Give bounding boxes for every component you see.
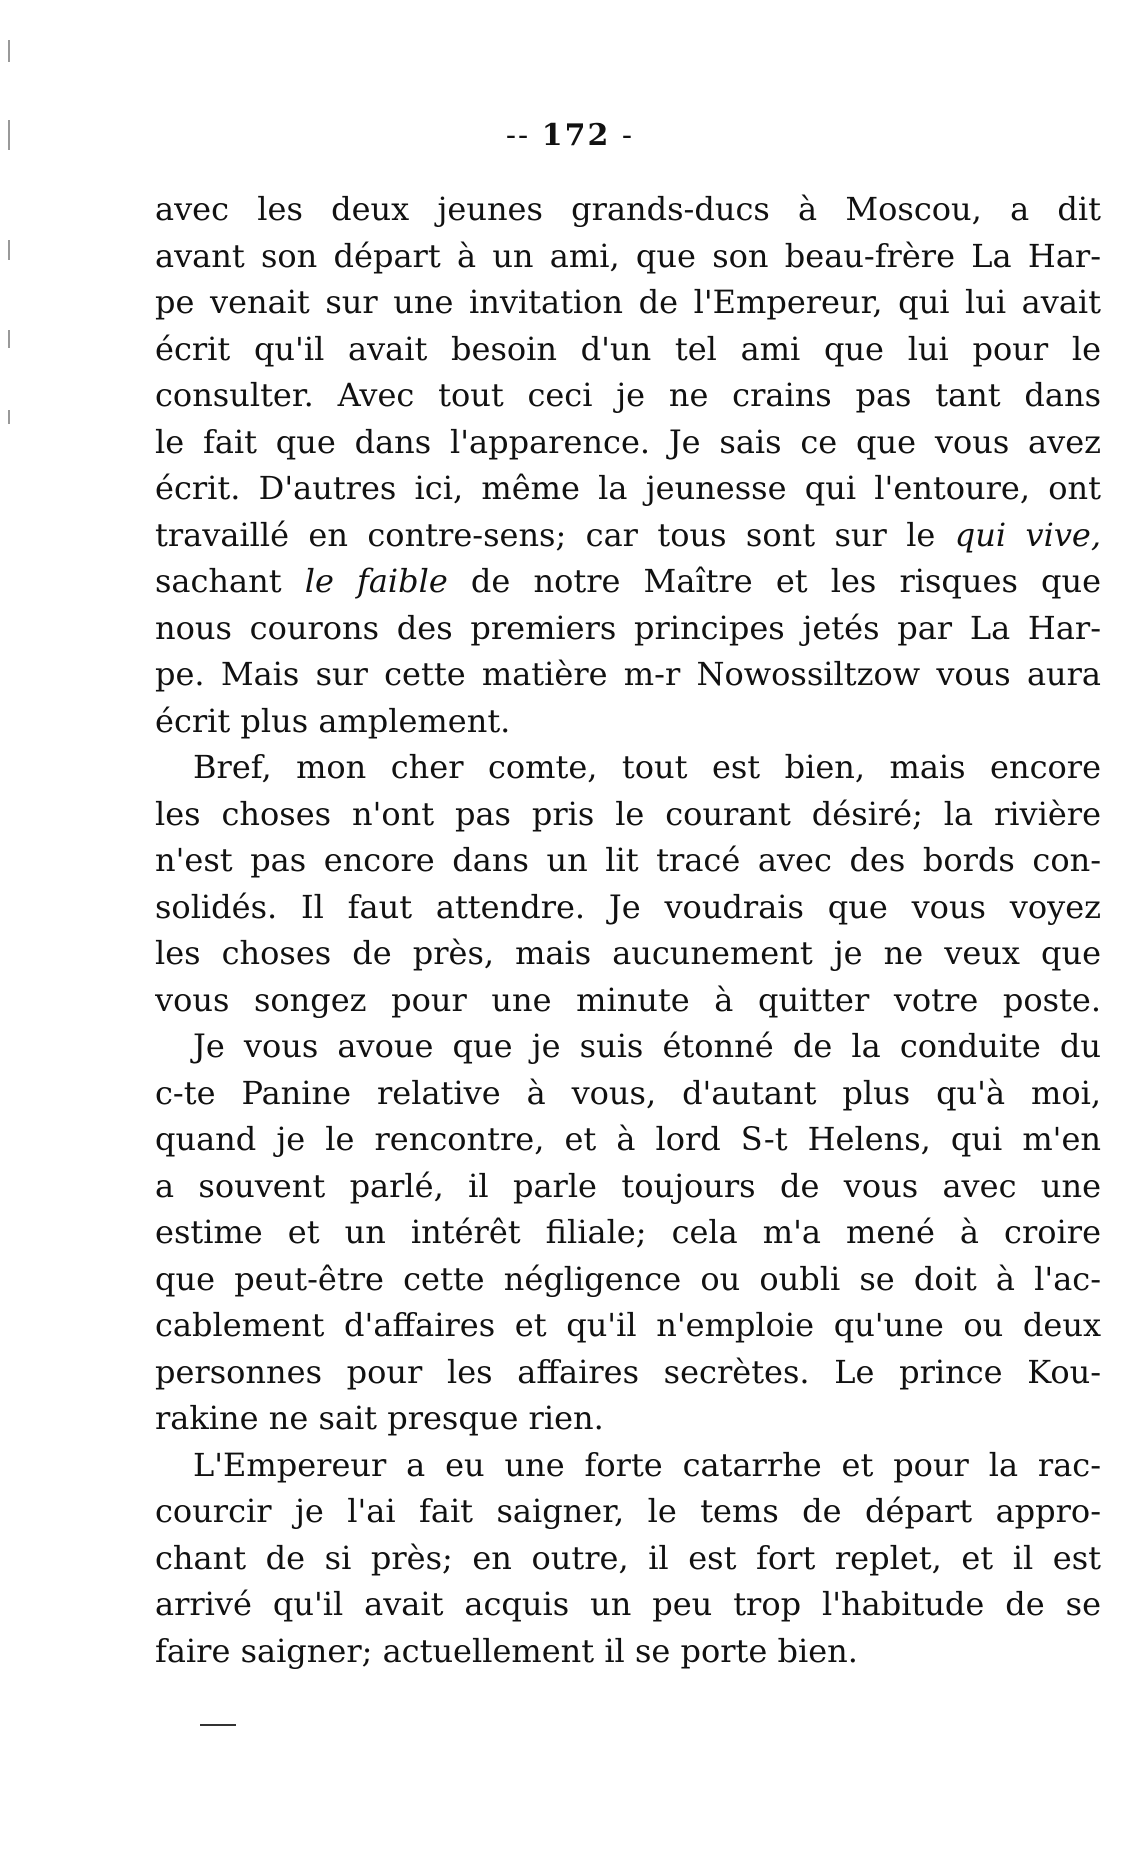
page-number-value: 172 [541, 118, 611, 153]
text-line: Bref, mon cher comte, tout est bien, mais encore [193, 748, 1101, 786]
text-line: les choses n'ont pas pris le courant désiré; la rivière [155, 794, 1101, 833]
text-line: consulter. Avec tout ceci je ne crains pas tant dans [155, 376, 1101, 414]
text-line: Je vous avoue que je suis étonné de la conduite du [193, 1027, 1101, 1065]
text-line: personnes pour les affaires secrètes. Le prince Kou- [155, 1352, 1101, 1391]
text-line: n'est pas encore dans un lit tracé avec des bords con- [155, 841, 1101, 879]
text-run: travaillé en contre-sens; car tous sont sur le [155, 515, 955, 554]
italic-phrase: qui vive, [954, 515, 1101, 554]
text-line: nous courons des premiers principes jetés par La Har- [155, 608, 1101, 647]
text-line: avec les deux jeunes grands-ducs à Moscou, a dit [155, 190, 1101, 228]
text-line [155, 558, 1101, 605]
text-line: écrit. D'autres ici, même la jeunesse qui l'entoure, ont [155, 469, 1101, 507]
text-line: écrit qu'il avait besoin d'un tel ami que lui pour le [155, 329, 1101, 368]
text-line: cablement d'affaires et qu'il n'emploie qu'une ou deux [155, 1306, 1101, 1344]
text-line: faire saigner; actuellement il se porte bien. [155, 1631, 858, 1670]
text-line: que peut-être cette négligence ou oubli se doit à l'ac- [155, 1259, 1101, 1298]
text-line: le fait que dans l'apparence. Je sais ce que vous avez [155, 422, 1101, 461]
text-run: sachant [155, 562, 305, 600]
text-line: chant de si près; en outre, il est fort replet, et il est [155, 1538, 1101, 1577]
text-line: rakine ne sait presque rien. [155, 1399, 604, 1437]
text-line: écrit plus amplement. [155, 701, 511, 740]
page-number-prefix: -- [505, 118, 531, 153]
scan-edge-mark [8, 40, 10, 62]
text-line: les choses de près, mais aucunement je ne veux que [155, 934, 1101, 972]
page-number-suffix: - [621, 118, 635, 153]
text-line: c-te Panine relative à vous, d'autant plus qu'à moi, [155, 1073, 1101, 1112]
text-line: quand je le rencontre, et à lord S-t Helens, qui m'en [155, 1120, 1101, 1158]
text-line: avant son départ à un ami, que son beau-frère La Har- [155, 236, 1101, 275]
text-line: a souvent parlé, il parle toujours de vous avec une [155, 1166, 1101, 1205]
body-text [155, 186, 1101, 1674]
text-line: vous songez pour une minute à quitter votre poste. [155, 980, 1101, 1019]
page-number [0, 118, 1140, 153]
text-line: L'Empereur a eu une forte catarrhe et pour la rac- [193, 1445, 1101, 1484]
scan-edge-mark [8, 240, 10, 260]
text-line: pe. Mais sur cette matière m-r Nowossiltzow vous aura [155, 655, 1101, 693]
text-line: pe venait sur une invitation de l'Empereur, qui lui avait [155, 283, 1101, 321]
text-line [155, 512, 1101, 559]
text-line: arrivé qu'il avait acquis un peu trop l'habitude de se [155, 1585, 1101, 1623]
text-line: courcir je l'ai fait saigner, le tems de départ appro- [155, 1492, 1101, 1530]
end-of-text-rule [200, 1724, 236, 1726]
text-run: de notre Maître et les risques que [447, 562, 1101, 600]
scan-edge-mark [8, 330, 10, 348]
italic-phrase: le faible [304, 562, 448, 600]
text-line: estime et un intérêt filiale; cela m'a mené à croire [155, 1213, 1101, 1251]
scan-edge-mark [8, 410, 10, 424]
text-line: solidés. Il faut attendre. Je voudrais que vous voyez [155, 887, 1101, 926]
